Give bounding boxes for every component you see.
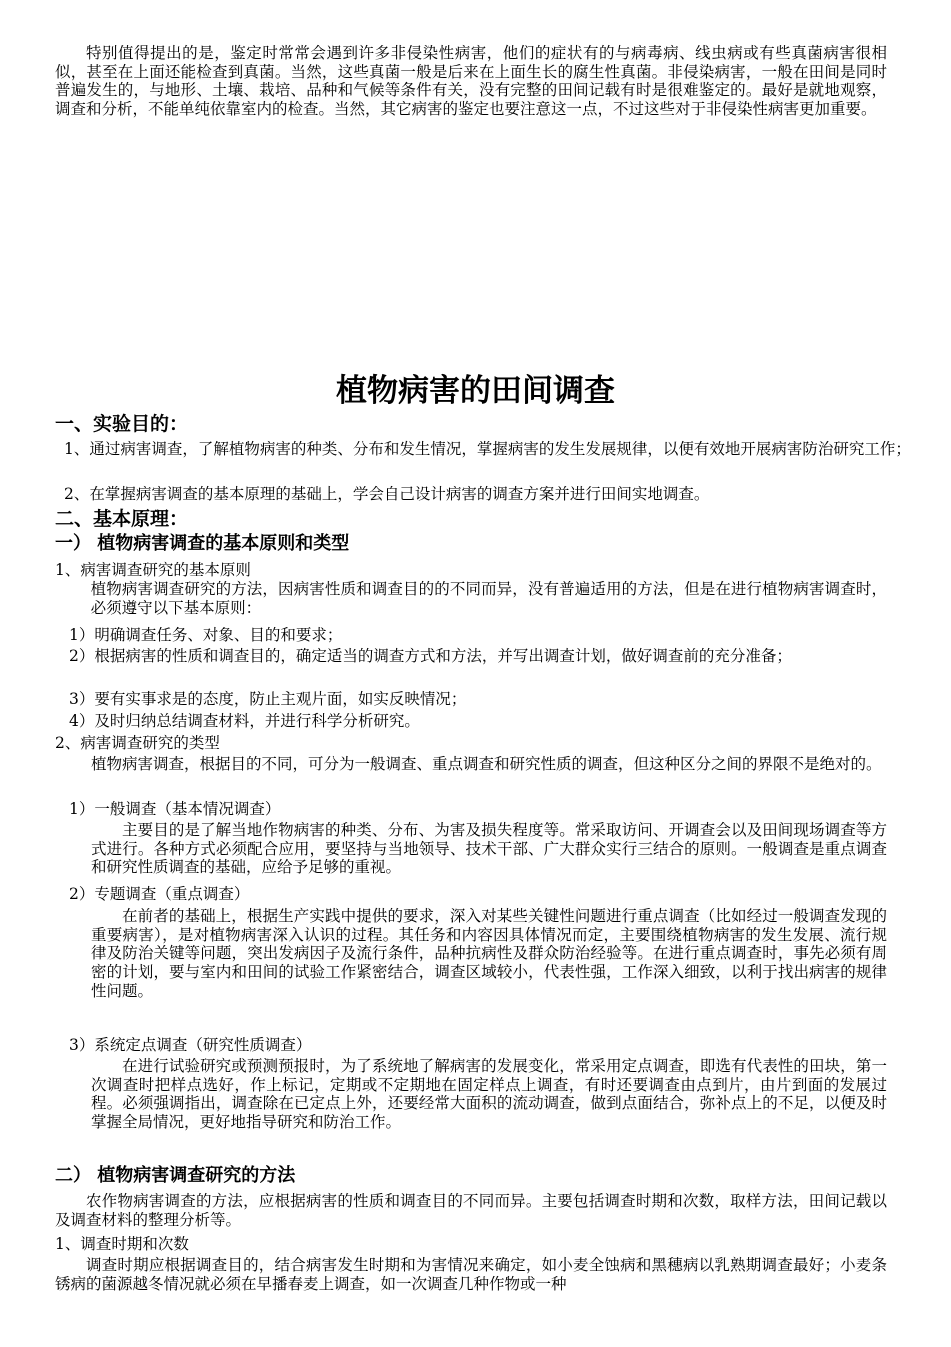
part-title-types: 2、病害调查研究的类型: [55, 734, 220, 752]
type-1-body: 主要目的是了解当地作物病害的种类、分布、为害及损失程度等。常采取访问、开调查会以及田间现场调查等方式进行。各种方式必须配合应用，要坚持与当地领导、技术干部、广大群众实行三结合的原则。一般调查是重点调查和研究性质调查的基础，应给予足够的重视。: [91, 821, 887, 877]
type-3-body: 在进行试验研究或预测预报时，为了系统地了解病害的发展变化，常采用定点调查，即选有代表性的田块，第一次调查时把样点选好，作上标记，定期或不定期地在固定样点上调查，有时还要调查由点到片，由片到面的发展过程。必须强调指出，调查除在已定点上外，还要经常大面积的流动调查，做到点面结合，弥补点上的不足，以便及时掌握全局情况，更好地指导研究和防治工作。: [91, 1057, 887, 1132]
objective-item-2: 2、在掌握病害调查的基本原理的基础上，学会自己设计病害的调查方案并进行田间实地调查。: [64, 485, 710, 503]
part-title-timing: 1、调查时期和次数: [55, 1235, 189, 1253]
section-heading-objectives: 一、实验目的：: [55, 413, 189, 435]
part-title-principles: 1、病害调查研究的基本原则: [55, 561, 251, 579]
type-2-body: 在前者的基础上，根据生产实践中提供的要求，深入对某些关键性问题进行重点调查（比如经过一般调查发现的重要病害），是对植物病害深入认识的过程。其任务和内容因具体情况而定，主要围绕植物病害的发生发展、流行规律及防治关键等问题，突出发病因子及流行条件，品种抗病性及群众防治经验等。在进行重点调查时，事先必须有周密的计划，要与室内和田间的试验工作紧密结合，调查区域较小，代表性强，工作深入细致，以利于找出病害的规律性问题。: [91, 907, 887, 1000]
principle-item-3: 3）要有实事求是的态度，防止主观片面，如实反映情况；: [69, 690, 467, 708]
section-heading-principles: 二、基本原理：: [55, 508, 189, 530]
subsection-heading-2: 二） 植物病害调查研究的方法: [55, 1165, 296, 1186]
objective-item-1: 1、通过病害调查，了解植物病害的种类、分布和发生情况，掌握病害的发生发展规律，以便有效地开展病害防治研究工作；: [64, 440, 911, 458]
subsection-heading-1: 一） 植物病害调查的基本原则和类型: [55, 533, 350, 554]
principle-item-1: 1）明确调查任务、对象、目的和要求；: [69, 626, 343, 644]
principles-body: 植物病害调查研究的方法，因病害性质和调查目的的不同而异，没有普遍适用的方法，但是在进行植物病害调查时，必须遵守以下基本原则：: [90, 580, 887, 617]
page-title: 植物病害的田间调查: [336, 373, 615, 409]
type-2-title: 2）专题调查（重点调查）: [69, 885, 250, 903]
methods-body: 农作物病害调查的方法，应根据病害的性质和调查目的不同而异。主要包括调查时期和次数，取样方法，田间记载以及调查材料的整理分析等。: [55, 1192, 887, 1229]
timing-body: 调查时期应根据调查目的，结合病害发生时期和为害情况来确定，如小麦全蚀病和黑穗病以乳熟期调查最好；小麦条锈病的菌源越冬情况就必须在早播春麦上调查，如一次调查几种作物或一种: [55, 1256, 887, 1293]
type-3-title: 3）系统定点调查（研究性质调查）: [69, 1036, 312, 1054]
intro-paragraph: 特别值得提出的是，鉴定时常常会遇到许多非侵染性病害，他们的症状有的与病毒病、线虫病或有些真菌病害很相似，甚至在上面还能检查到真菌。当然，这些真菌一般是后来在上面生长的腐生性真菌。非侵染病害，一般在田间是同时普遍发生的，与地形、土壤、栽培、品种和气候等条件有关，没有完整的田间记载有时是很难鉴定的。最好是就地观察，调查和分析，不能单纯依靠室内的检查。当然，其它病害的鉴定也要注意这一点，不过这些对于非侵染性病害更加重要。: [55, 44, 887, 119]
principle-item-2: 2）根据病害的性质和调查目的，确定适当的调查方式和方法，并写出调查计划，做好调查前的充分准备；: [69, 647, 792, 665]
principle-item-4: 4）及时归纳总结调查材料，并进行科学分析研究。: [69, 712, 420, 730]
types-body: 植物病害调查，根据目的不同，可分为一般调查、重点调查和研究性质的调查，但这种区分之间的界限不是绝对的。: [91, 755, 882, 773]
type-1-title: 1）一般调查（基本情况调查）: [69, 800, 281, 818]
